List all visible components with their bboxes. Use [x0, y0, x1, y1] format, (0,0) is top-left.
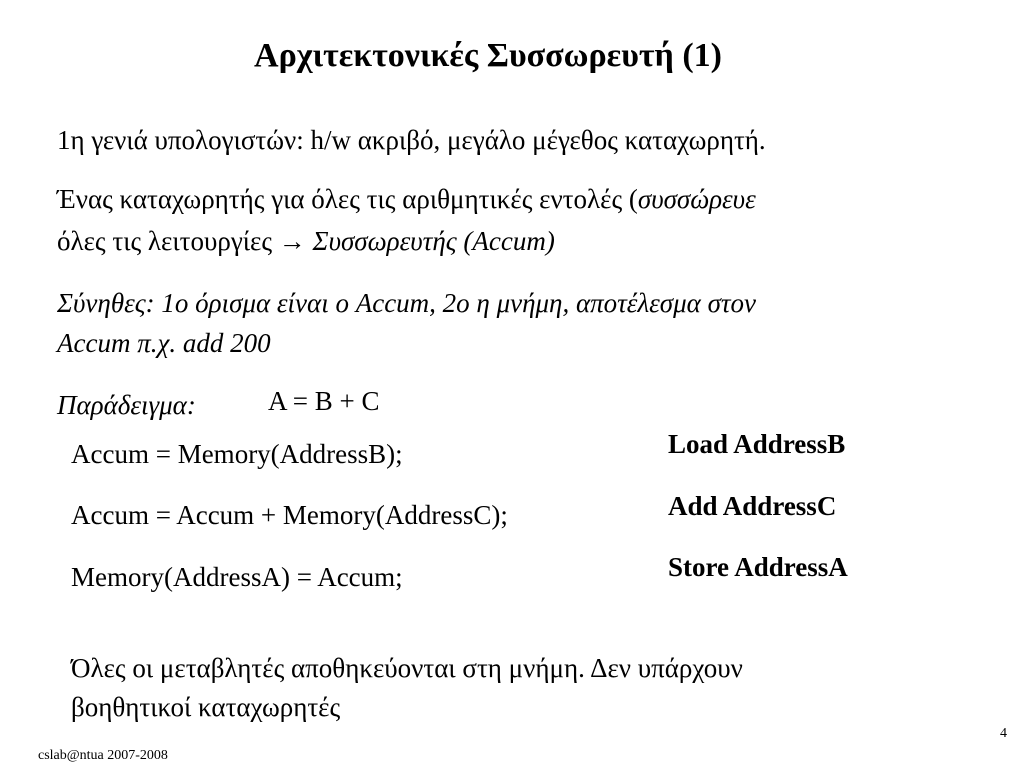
- single-register-line-2: [57, 225, 555, 257]
- single-register-line-1: [57, 183, 756, 215]
- asm-line-3: Store AddressA: [668, 552, 848, 582]
- accumulate-italic: συσσώρευε: [637, 184, 756, 214]
- footer-credit: cslab@ntua 2007-2008: [38, 748, 168, 763]
- memory-note-line-2: βοηθητικοί καταχωρητές: [71, 692, 341, 722]
- usual-operands-line-1: Σύνηθες: 1ο όρισμα είναι ο Accum, 2ο η μνήμη, αποτέλεσμα στον: [57, 288, 757, 318]
- slide-title: Αρχιτεκτονικές Συσσωρευτή (1): [254, 37, 722, 74]
- code-line-3: Memory(AddressA) = Accum;: [71, 562, 403, 592]
- right-arrow-icon: →: [278, 226, 306, 256]
- memory-note-line-1: Όλες οι μεταβλητές αποθηκεύονται στη μνήμη. Δεν υπάρχουν: [71, 653, 743, 683]
- example-expression: A = B + C: [268, 386, 380, 416]
- code-line-2: Accum = Accum + Memory(AddressC);: [71, 500, 508, 530]
- generation-line: 1η γενιά υπολογιστών: h/w ακριβό, μεγάλο μέγεθος καταχωρητή.: [57, 125, 766, 155]
- asm-line-2: Add AddressC: [668, 491, 837, 521]
- accumulator-italic: Συσσωρευτής (Accum): [305, 226, 555, 256]
- operations-text: όλες τις λειτουργίες: [57, 226, 279, 256]
- single-register-text: Ένας καταχωρητής για όλες τις αριθμητικές εντολές (: [57, 184, 638, 214]
- code-line-1: Accum = Memory(AddressB);: [71, 439, 403, 469]
- usual-operands-line-2: Accum π.χ. add 200: [57, 328, 271, 358]
- example-label: Παράδειγμα:: [57, 390, 196, 420]
- page-number: 4: [1000, 726, 1007, 741]
- asm-line-1: Load AddressB: [668, 429, 846, 459]
